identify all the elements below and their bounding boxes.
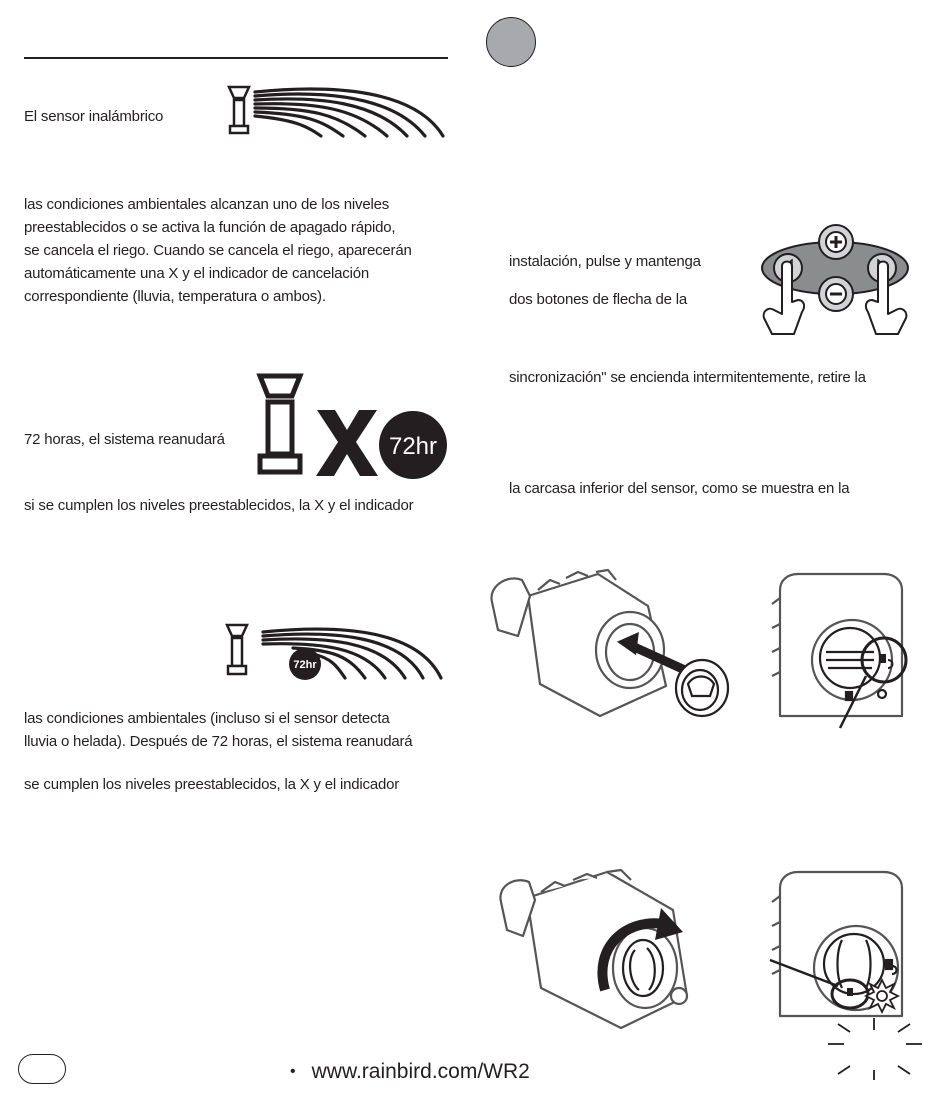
sprinkler-spray-icon [225,84,447,140]
quick-off-paragraph [24,707,454,753]
paragraph-line: automáticamente una X y el indicador de cancelación [24,265,370,282]
cancel-description-paragraph [24,193,454,308]
install-line-1: instalación, pulse y mantenga [509,253,701,270]
step-number-circle [486,17,536,67]
blinking-light-icon [866,980,898,1012]
sync-line: sincronización" se encienda intermitentemente, retire la [509,369,866,386]
sensor-rotate-cap-illustration [497,858,697,1034]
footer-url-link[interactable]: www.rainbird.com/WR2 [311,1060,530,1083]
paragraph-line: correspondiente (lluvia, temperatura o ambos). [24,288,326,305]
sensor-insert-cap-illustration [488,566,730,728]
resume-72h-text: 72 horas, el sistema reanudará [24,431,225,448]
blink-rays-icon [828,1018,922,1080]
sensor-cap-icon [676,660,728,716]
water-spray-icon [255,89,443,136]
paragraph-line: las condiciones ambientales alcanzan uno de los niveles [24,196,390,213]
x-icon [316,410,378,476]
paragraph-line: preestablecidos o se activa la función de apagado rápido, [24,219,396,236]
paragraph-line: lluvia o helada). Después de 72 horas, el sistema reanudará [24,733,413,750]
keypad-buttons-icon [758,222,912,340]
sprinkler-icon [229,87,249,133]
housing-line: la carcasa inferior del sensor, como se muestra en la [509,480,850,497]
sprinkler-icon [227,625,247,674]
sensor-blinking-light-illustration [766,868,924,1080]
sensor-cap-installed-illustration [770,568,914,732]
conditions-text-2: se cumplen los niveles preestablecidos, la X y el indicador [24,776,400,793]
header-rule [24,57,448,59]
conditions-text: si se cumplen los niveles preestablecidos, la X y el indicador [24,497,414,514]
sensor-intro-text: El sensor inalámbrico [24,108,164,125]
paragraph-line: las condiciones ambientales (incluso si el sensor detecta [24,710,390,727]
minus-button-icon [819,277,853,311]
install-line-2: dos botones de flecha de la [509,291,688,308]
footer-bullet: • [290,1063,296,1080]
72hr-badge-label: 72hr [388,433,438,460]
cancel-72hr-icon [255,372,450,480]
footer [290,1058,530,1086]
plus-button-icon [819,225,853,259]
sprinkler-72hr-spray-icon [223,622,445,682]
paragraph-line: se cancela el riego. Cuando se cancela el riego, aparecerán [24,242,412,259]
72hr-badge-small-label: 72hr [293,659,317,671]
water-spray-icon [263,629,441,678]
sprinkler-icon [260,376,300,472]
page-number-oval [18,1054,66,1084]
